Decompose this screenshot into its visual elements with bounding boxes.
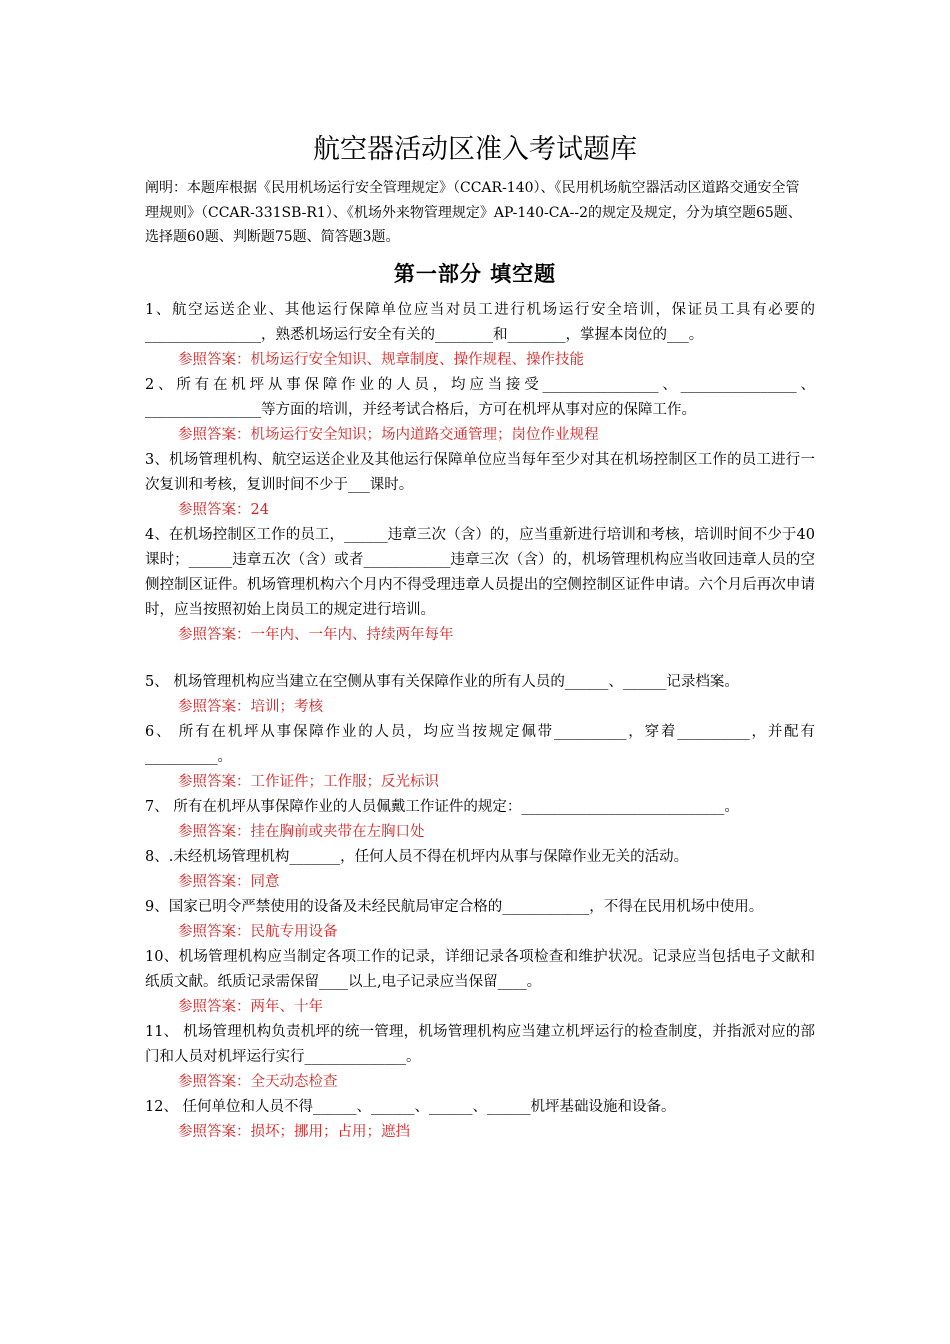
question-text: 11、 机场管理机构负责机坪的统一管理，机场管理机构应当建立机坪运行的检查制度，并指派对应的部门和人员对机坪运行实行______________。 <box>145 1024 815 1065</box>
answer-line <box>145 695 815 720</box>
question-item <box>145 895 815 945</box>
question-item <box>145 845 815 895</box>
answer-line <box>145 1120 815 1145</box>
answer-text: 损坏；挪用；占用；遮挡 <box>250 1124 410 1140</box>
answer-text: 24 <box>250 502 269 518</box>
question-item <box>145 670 815 720</box>
answer-line <box>145 995 815 1020</box>
question-text: 1、航空运送企业、其他运行保障单位应当对员工进行机场运行安全培训，保证员工具有必要的________________，熟悉机场运行安全有关的________和________，掌握本岗位的___。 <box>145 302 815 343</box>
answer-text: 工作证件；工作服；反光标识 <box>250 774 439 790</box>
answer-line <box>145 498 815 523</box>
question-text: 5、 机场管理机构应当建立在空侧从事有关保障作业的所有人员的______、______记录档案。 <box>145 674 739 690</box>
answer-text: 培训；考核 <box>250 699 323 715</box>
question-text: 12、 任何单位和人员不得______、______、______、______机坪基础设施和设备。 <box>145 1099 676 1115</box>
question-item <box>145 1020 815 1095</box>
answer-text: 机场运行安全知识、规章制度、操作规程、操作技能 <box>250 352 584 368</box>
answer-label: 参照答案： <box>178 999 251 1015</box>
answer-label: 参照答案： <box>178 1124 251 1140</box>
question-text: 8、.未经机场管理机构_______，任何人员不得在机坪内从事与保障作业无关的活动。 <box>145 849 689 865</box>
question-item <box>145 1095 815 1145</box>
answer-line <box>145 348 815 373</box>
answer-label: 参照答案： <box>178 924 251 940</box>
question-text: 6、 所有在机坪从事保障作业的人员，均应当按规定佩带__________，穿着__________，并配有__________。 <box>145 724 815 765</box>
answer-label: 参照答案： <box>178 1074 251 1090</box>
answer-label: 参照答案： <box>178 874 251 890</box>
question-list <box>145 298 815 1145</box>
answer-text: 同意 <box>250 874 280 890</box>
question-text: 9、国家已明令严禁使用的设备及未经民航局审定合格的____________，不得在民用机场中使用。 <box>145 899 764 915</box>
question-text: 10、机场管理机构应当制定各项工作的记录，详细记录各项检查和维护状况。记录应当包括电子文献和纸质文献。纸质记录需保留____以上,电子记录应当保留____。 <box>145 949 815 990</box>
blank-spacer <box>145 648 815 670</box>
answer-line <box>145 423 815 448</box>
answer-text: 全天动态检查 <box>250 1074 338 1090</box>
answer-text: 民航专用设备 <box>250 924 338 940</box>
question-item <box>145 448 815 523</box>
answer-text: 一年内、一年内、持续两年每年 <box>250 627 454 643</box>
answer-text: 机场运行安全知识；场内道路交通管理；岗位作业规程 <box>250 427 599 443</box>
answer-label: 参照答案： <box>178 824 251 840</box>
answer-line <box>145 770 815 795</box>
answer-line <box>145 920 815 945</box>
question-text: 3、机场管理机构、航空运送企业及其他运行保障单位应当每年至少对其在机场控制区工作的员工进行一次复训和考核，复训时间不少于___课时。 <box>145 452 815 493</box>
question-text: 7、 所有在机坪从事保障作业的人员佩戴工作证件的规定：____________________________。 <box>145 799 739 815</box>
answer-text: 挂在胸前或夹带在左胸口处 <box>250 824 425 840</box>
question-item <box>145 945 815 1020</box>
answer-label: 参照答案： <box>178 427 251 443</box>
answer-label: 参照答案： <box>178 627 251 643</box>
intro-paragraph: 阐明：本题库根据《民用机场运行安全管理规定》（CCAR-140）、《民用机场航空器活动区道路交通安全管理规则》（CCAR-331SB-R1）、《机场外来物管理规定》AP-140-CA--2的规定及规定，分为填空题65题、选择题60题、判断题75题、简答题3题。 <box>145 180 802 245</box>
question-item <box>145 373 815 448</box>
answer-text: 两年、十年 <box>250 999 323 1015</box>
question-item <box>145 523 815 648</box>
answer-label: 参照答案： <box>178 502 251 518</box>
answer-line <box>145 870 815 895</box>
answer-label: 参照答案： <box>178 774 251 790</box>
answer-label: 参照答案： <box>178 699 251 715</box>
answer-line <box>145 1070 815 1095</box>
question-item <box>145 720 815 795</box>
section-heading: 第一部分 填空题 <box>393 261 557 286</box>
document-title: 航空器活动区准入考试题库 <box>313 134 637 165</box>
question-item <box>145 795 815 845</box>
question-text: 2、所有在机坪从事保障作业的人员，均应当接受________________、________________、________________等方面的培训，并经考试合格后，方可在机坪从事对应的保障工作。 <box>145 377 815 418</box>
answer-line <box>145 820 815 845</box>
question-text: 4、在机场控制区工作的员工，______违章三次（含）的，应当重新进行培训和考核，培训时间不少于40课时；______违章五次（含）或者____________违章三次（含）的，机场管理机构应当收回违章人员的空侧控制区证件。机场管理机构六个月内不得受理违章人员提出的空侧控制区证件申请。六个月后再次申请时，应当按照初始上岗员工的规定进行培训。 <box>145 527 815 618</box>
answer-line <box>145 623 815 648</box>
question-item <box>145 298 815 373</box>
answer-label: 参照答案： <box>178 352 251 368</box>
